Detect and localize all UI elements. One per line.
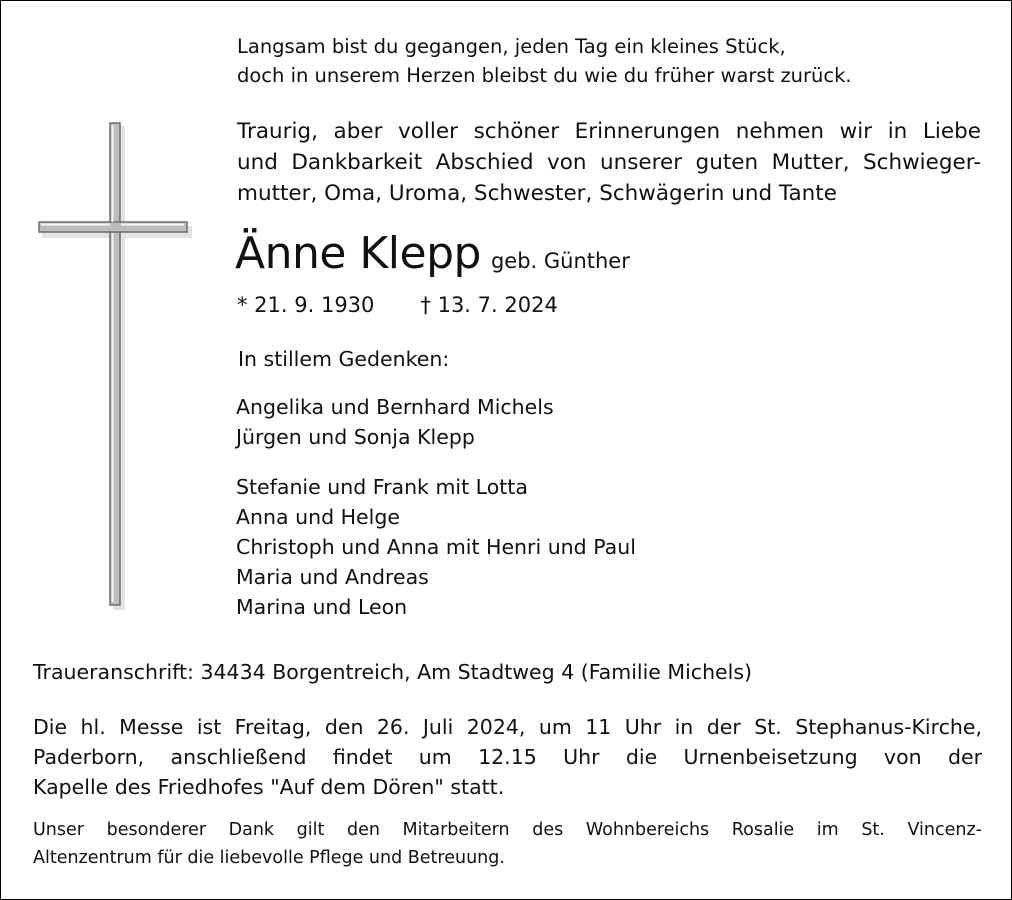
thanks-line: Altenzentrum für die liebevolle Pflege und Betreuung.: [33, 848, 505, 868]
poem: [237, 32, 852, 90]
maiden-name: geb. Günther: [490, 249, 630, 273]
mourner-entry: Maria und Andreas: [236, 565, 429, 589]
life-dates: [237, 288, 558, 322]
intro-line: mutter, Oma, Uroma, Schwester, Schwägerin und Tante: [237, 181, 837, 206]
mourning-address: Traueranschrift: 34434 Borgentreich, Am Stadtweg 4 (Familie Michels): [33, 660, 753, 684]
gedenken-heading: In stillem Gedenken:: [238, 347, 450, 371]
deceased-name: Änne Klepp: [235, 228, 481, 279]
intro-text: [237, 116, 981, 209]
thanks-line: Unser besonderer Dank gilt den Mitarbeitern des Wohnbereichs Rosalie im St. Vincenz-: [33, 820, 982, 840]
deceased-name-line: [235, 226, 630, 282]
mourner-entry: Jürgen und Sonja Klepp: [236, 425, 475, 449]
mourners-grandchildren: [236, 472, 636, 622]
cross-icon: [38, 122, 194, 612]
intro-line: Traurig, aber voller schöner Erinnerungen nehmen wir in Liebe: [237, 119, 981, 144]
mourners-children: [236, 392, 554, 452]
poem-line: Langsam bist du gegangen, jeden Tag ein kleines Stück,: [237, 35, 786, 58]
mourner-entry: Marina und Leon: [236, 595, 408, 619]
mourner-entry: Anna und Helge: [236, 505, 400, 529]
birth-date: * 21. 9. 1930: [237, 293, 375, 317]
mass-info-line: Die hl. Messe ist Freitag, den 26. Juli 2024, um 11 Uhr in der St. Stephanus-Kirche,: [33, 715, 982, 739]
mourner-entry: Stefanie und Frank mit Lotta: [236, 475, 528, 499]
intro-line: und Dankbarkeit Abschied von unserer guten Mutter, Schwieger-: [237, 150, 981, 175]
poem-line: doch in unserem Herzen bleibst du wie du früher warst zurück.: [237, 64, 852, 87]
death-date: † 13. 7. 2024: [420, 293, 558, 317]
mass-info-line: Paderborn, anschließend findet um 12.15 Uhr die Urnenbeisetzung von der: [33, 745, 982, 769]
mourner-entry: Angelika und Bernhard Michels: [236, 395, 554, 419]
thanks-note: [33, 816, 982, 872]
mourner-entry: Christoph und Anna mit Henri und Paul: [236, 535, 636, 559]
mass-info-line: Kapelle des Friedhofes "Auf dem Dören" statt.: [33, 775, 505, 799]
mass-info: [33, 712, 982, 802]
